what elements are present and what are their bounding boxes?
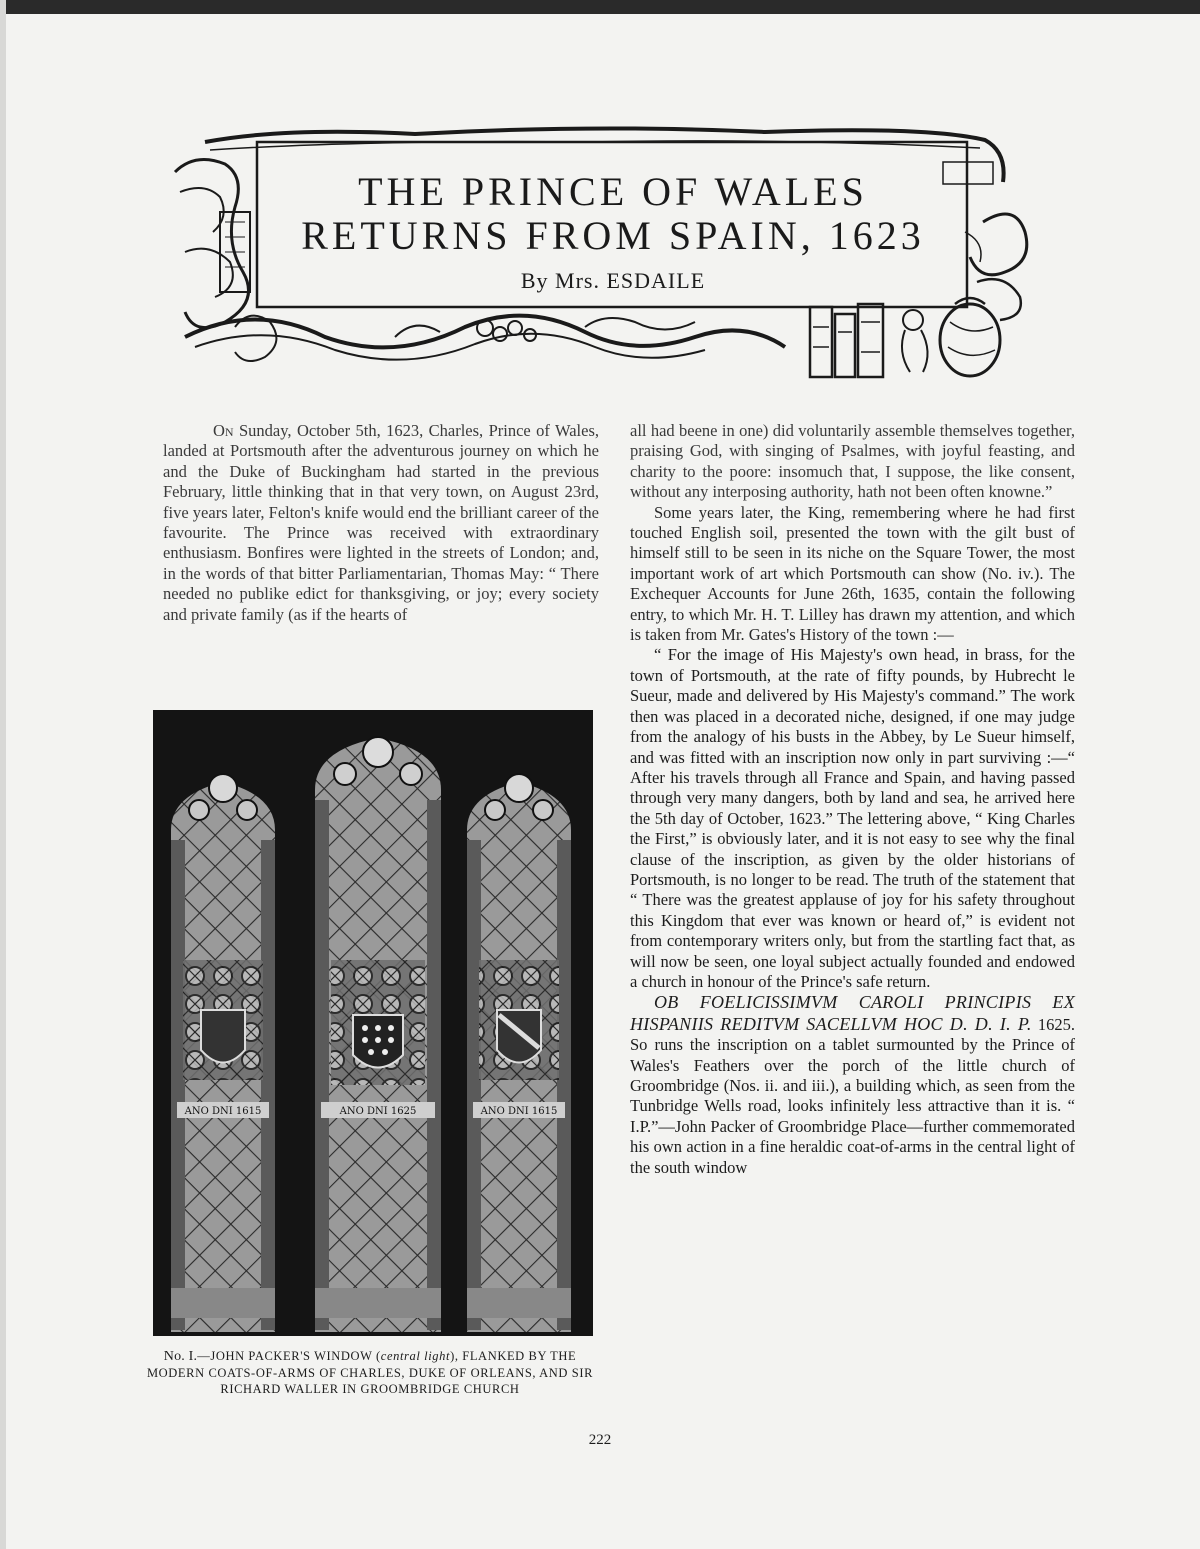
paragraph [163,421,599,625]
paragraph: Some years later, the King, remembering where he had first touched English soil, presented the town with the gilt bust of himself still to be seen in its niche on the Square Tower, the most important work of art which Portsmouth can show (No. iv.). The Exchequer Accounts for June 26th, 1635, contain the following entry, to which Mr. H. T. Lilley has drawn my attention, and which is taken from Mr. Gates's History of the town :— [630,502,1075,645]
scan-edge-top [0,0,1200,14]
caption-text-2: ), FLANKED BY THE MODERN COATS-OF-ARMS OF CHARLES, DUKE OF ORLEANS, AND SIR RICHARD WALLER IN GROOMBRIDGE CHURCH [146,1349,594,1396]
panel-date-right: ANO DNI 1615 [480,1106,558,1117]
caption-lead: No. I. [163,1349,198,1364]
panel-date-left: ANO DNI 1615 [184,1106,262,1117]
byline: By Mrs. ESDAILE [520,268,706,293]
left-column-text [163,421,599,625]
article-title-line-1: THE PRINCE OF WALES [358,169,868,214]
scan-edge-left [0,0,6,1549]
panel-date-center: ANO DNI 1625 [339,1106,417,1117]
caption-italic: central light [380,1349,451,1363]
paragraph-text: Sunday, October 5th, 1623, Charles, Prince of Wales, landed at Portsmouth after the adventurous journey on which he and the Duke of Buckingham had started in the previous February, little thinking that in that very town, on August 23rd, five years later, Felton's knife would end the brilliant career of the favourite. The Prince was received with extraordinary enthusiasm. Bonfires were lighted in the streets of London; and, in the words of that bitter Parliamentarian, Thomas May: “ There needed no publike edict for thanksgiving, or joy; every society and private family (as if the hearts of [163,421,599,624]
paragraph [630,992,1075,1178]
latin-inscription: OB FOELICISSIMVM CAROLI PRINCIPIS EX HISPANIIS REDITVM SACELLVM HOC D. D. I. P. [630,992,1075,1034]
paragraph: “ For the image of His Majesty's own head, in brass, for the town of Portsmouth, at the rate of fifty pounds, by Hubrecht le Sueur, made and delivered by His Majesty's command.” The work then was placed in a decorated niche, designed, if one may judge from the analogy of his busts in the Abbey, by Le Sueur himself, and was fitted with an inscription now only in part surviving :—“ After his travels through all France and Spain, and having passed through very many dangers, both by land and sea, he arrived here the 5th day of October, 1623.” The lettering above, “ King Charles the First,” is obviously later, and it is not easy to see why the final clause of the inscription, as given by the older historians of Portsmouth, is no longer to be read. The truth of the statement that “ There was the greatest applause of joy for his safety throughout this Kingdom that ever was known or heard of,” is evident not from contemporary writers only, but from the startling fact that, as will now be seen, one loyal subject actually founded and endowed a church in honour of the Prince's safe return. [630,645,1075,991]
figure-caption [140,1348,600,1397]
drop-lead: On [213,421,234,440]
article-title-line-2: RETURNS FROM SPAIN, 1623 [301,213,925,258]
right-column-text [630,421,1075,1178]
article-title-panel [258,140,968,305]
page-number: 222 [588,1432,612,1448]
caption-text-1: —JOHN PACKER'S WINDOW ( [197,1349,381,1363]
paragraph-text: 1625. So runs the inscription on a tablet surmounted by the Prince of Wales's Feathers over the porch of the little church of Groombridge (Nos. ii. and iii.), a building which, as seen from the Tunbridge Wells road, looks infinitely less attractive than it is. “ I.P.”—John Packer of Groombridge Place—further commemorated his own action in a fine heraldic coat-of-arms in the central light of the south window [630,1014,1075,1177]
stained-glass-window-photo [153,710,593,1336]
paragraph: all had beene in one) did voluntarily assemble themselves together, praising God, with singing of Psalmes, with joyful feasting, and charity to the poore: insomuch that, I suppose, the like consent, without any interposing authority, hath not been often knowne.” [630,421,1075,502]
